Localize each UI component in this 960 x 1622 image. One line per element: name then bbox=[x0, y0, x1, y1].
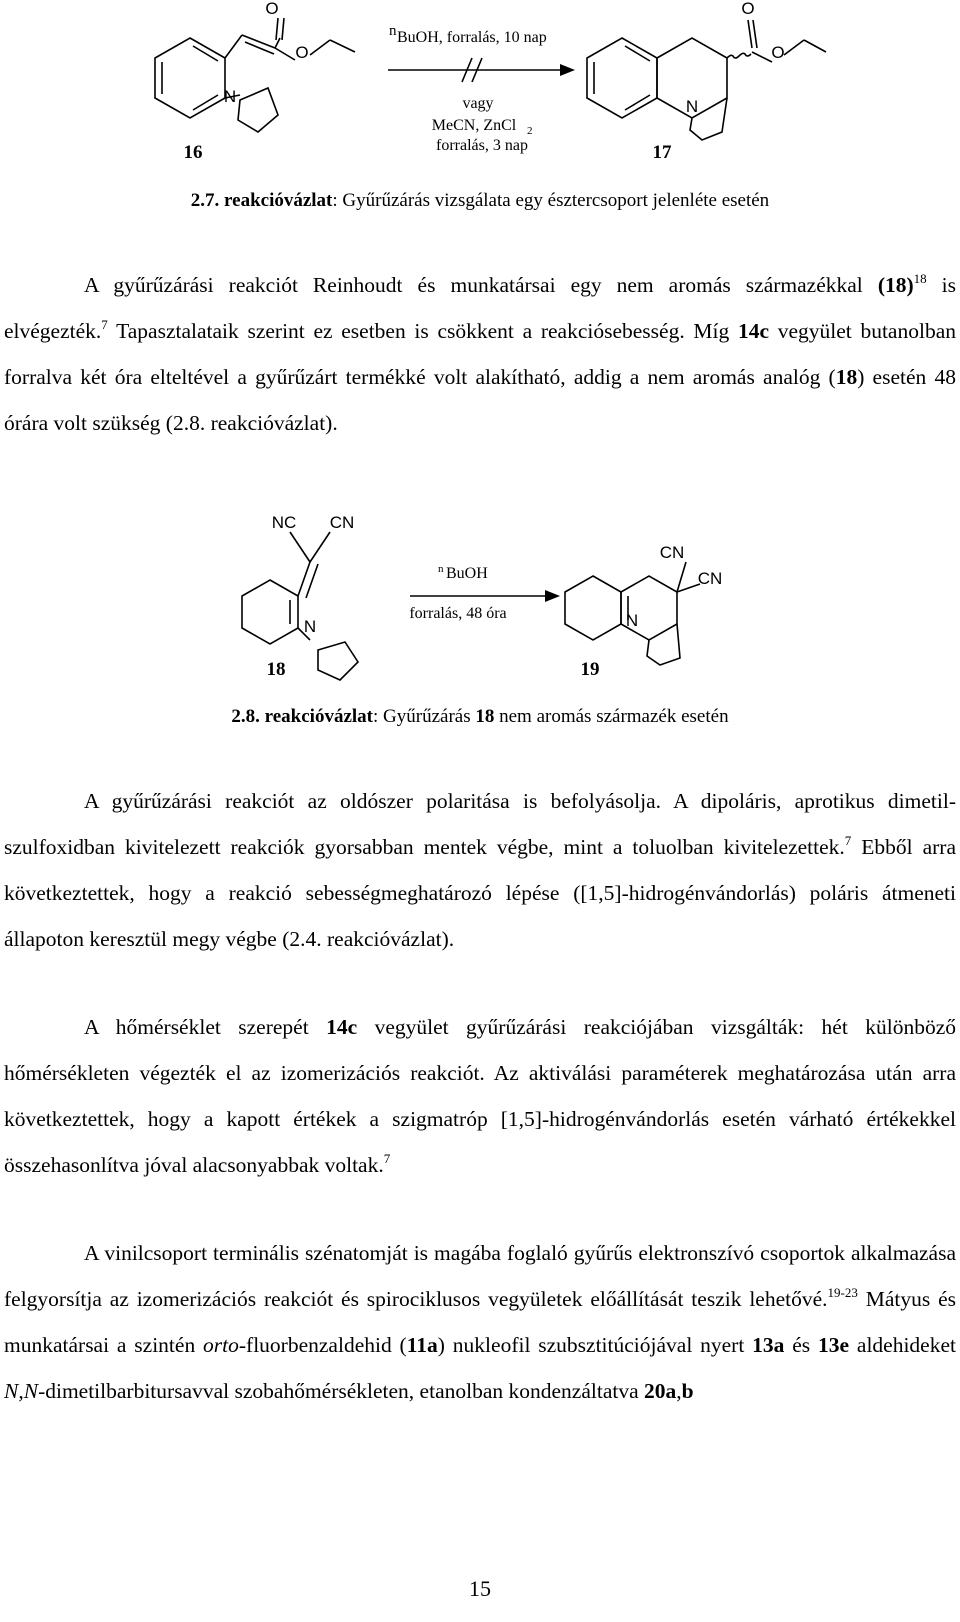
compound-label: 16 bbox=[183, 142, 203, 163]
caption-label: 2.7. reakcióvázlat bbox=[190, 190, 333, 211]
atom-n-label: N bbox=[223, 87, 237, 106]
atom-n-label: N bbox=[303, 617, 317, 636]
scheme-caption: 2.8. reakcióvázlat: Gyűrűzárás 18 nem aromás származék esetén bbox=[231, 706, 729, 727]
compound-label: 17 bbox=[652, 142, 672, 163]
atom-n-label: N bbox=[625, 611, 639, 630]
nitrile-label: CN bbox=[329, 513, 355, 532]
scheme-2-8-drawing bbox=[0, 500, 960, 690]
atom-o-label: O bbox=[265, 0, 279, 18]
condition-sup: n bbox=[389, 23, 397, 39]
condition-mid: MeCN, ZnCl bbox=[431, 117, 517, 134]
nitrile-label: CN bbox=[697, 569, 723, 588]
atom-o-label: O bbox=[741, 0, 755, 18]
scheme-2-7-drawing bbox=[0, 0, 960, 175]
page-number: 15 bbox=[469, 1576, 491, 1601]
paragraph: A gyűrűzárási reakciót Reinhoudt és munkatársai egy nem aromás származékkal $(18)^{18}$ is elvégezték.$^7$ Tapasztalataik szerint ez esetben is csökkent a reakciósebesség. Míg 14c vegyület butanolban forralva két óra elteltével a gyűrűzárt termékké volt alakítható, addig a nem aromás analóg (18) esetén 48 órára volt szükség (2.8. reakcióvázlat). bbox=[4, 271, 957, 435]
atom-n-label: N bbox=[685, 97, 699, 116]
condition-bottom: forralás, 3 nap bbox=[436, 137, 528, 154]
condition-top: BuOH bbox=[446, 565, 488, 582]
reaction-scheme-2-7 bbox=[0, 0, 960, 175]
atom-o-label: O bbox=[771, 43, 785, 62]
atom-o-label: O bbox=[295, 43, 309, 62]
compound-label: 19 bbox=[580, 659, 600, 680]
condition-or: vagy bbox=[462, 95, 494, 112]
paragraph: A gyűrűzárási reakciót az oldószer polaritása is befolyásolja. A dipoláris, aprotikus dimetil-szulfoxidban kivitelezett reakciók gyorsabban mentek végbe, mint a toluolban kivitelezettek.$^7$ Ebből arra következtettek, hogy a reakció sebességmeghatározó lépése ([1,5]-hidrogénvándorlás) poláris átmeneti állapoton keresztül megy végbe (2.4. reakcióvázlat). bbox=[4, 789, 957, 951]
nitrile-label: NC bbox=[271, 513, 297, 532]
paragraph: A hőmérséklet szerepét 14c vegyület gyűrűzárási reakciójában vizsgálták: hét különböző hőmérsékleten végezték el az izomerizációs reakciót. Az aktiválási paraméterek meghatározása után arra következtettek, hogy a kapott értékek a szigmatróp [1,5]-hidrogénvándorlás esetén várható értékekkel összehasonlítva jóval alacsonyabbak voltak.$^7$ bbox=[4, 1015, 956, 1177]
reaction-scheme-2-8 bbox=[0, 500, 960, 690]
paragraph: A vinilcsoport terminális szénatomját is magába foglaló gyűrűs elektronszívó csoportok alkalmazása felgyorsítja az izomerizációs reakciót és spirociklusos vegyületek előállítását teszik lehetővé.$^{19-23}$ Mátyus és munkatársai a szintén orto-fluorbenzaldehid (11a) nukleofil szubsztitúciójával nyert 13a és 13e aldehideket N,N-dimetilbarbitursavval szobahőmérsékleten, etanolban kondenzáltatva 20a,b bbox=[4, 1241, 956, 1403]
condition-top: BuOH, forralás, 10 nap bbox=[397, 29, 547, 46]
scheme-caption bbox=[0, 190, 960, 212]
caption-text: : Gyűrűzárás vizsgálata egy észtercsoport jelenléte esetén bbox=[332, 190, 770, 211]
caption-label: 2.8. reakcióvázlat bbox=[231, 706, 373, 727]
condition-sup: n bbox=[438, 563, 444, 575]
nitrile-label: CN bbox=[659, 543, 685, 562]
compound-label: 18 bbox=[266, 659, 286, 680]
condition-mid-sub: 2 bbox=[527, 125, 533, 137]
condition-bottom: forralás, 48 óra bbox=[409, 605, 507, 622]
